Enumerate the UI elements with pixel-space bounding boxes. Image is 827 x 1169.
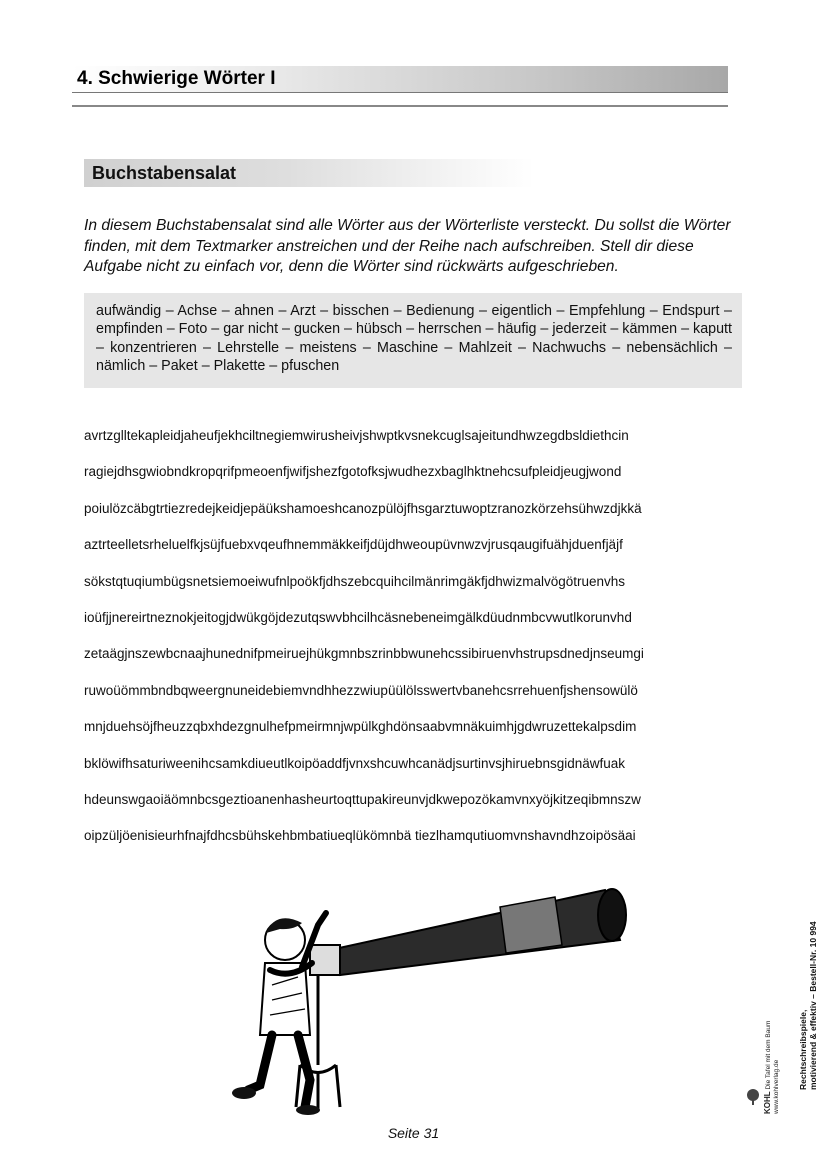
letter-puzzle [84, 427, 744, 864]
chapter-title: 4. Schwierige Wörter I [77, 68, 276, 89]
series-title: Rechtschreibspiele, [798, 1009, 808, 1090]
puzzle-row: hdeunswgaoiäömnbcsgeztioanenhasheurtoqttupakireunvjdkwepozökamvnxyöjkitzeqibmnszw [84, 791, 641, 807]
word-list-box [84, 293, 742, 388]
section-title: Buchstabensalat [92, 163, 237, 183]
series-sidebar [788, 860, 818, 1110]
telescope-lens [598, 889, 626, 941]
telescope-band [500, 897, 562, 953]
instruction-text: In diesem Buchstabensalat sind alle Wörter aus der Wörterliste versteckt. Du sollst die Wörter finden, mit dem Textmarker anstreichen und der Reihe nach aufschreiben. Stell dir diese Aufgabe nicht zu einfach vor, denn die Wörter sind rückwärts aufgeschrieben. [84, 217, 731, 275]
telescope-tube [330, 890, 620, 975]
publisher-info [764, 1021, 781, 1114]
puzzle-row: oipzüljöenisieurhfnajfdhcsbühskehbmbatiueqlükömnbä tiezlhamqutiuomvnshavndhzoipösäai [84, 828, 636, 844]
section-header [84, 159, 534, 187]
publisher-url: www.kohlverlag.de [773, 1059, 780, 1114]
person-leg [248, 1035, 272, 1090]
publisher-logo [744, 1022, 784, 1117]
puzzle-row: ragiejdhsgwiobndkropqrifpmeoenfjwifjshezfgotofksjwudhezxbaglhktnehcsufpleidjeugjwond [84, 464, 622, 480]
tree-icon [744, 1088, 762, 1106]
person-shoe [232, 1087, 256, 1099]
tripod-leg [336, 1065, 340, 1107]
telescope-illustration [210, 885, 630, 1115]
puzzle-row: ioüfjjnereirtneznokjeitogjdwükgöjdezutqswvbhcilhcäsnebeneimgälkdüudnmbcvwutlkorunvhd [84, 609, 632, 625]
puzzle-row: aztrteelletsrheluelfkjsüjfuebxvqeufhnemmäkkeifjdüjdhweoupüvnwzvjrusqaugifuähjduenfjäjf [84, 537, 623, 553]
word-list: aufwändig – Achse – ahnen – Arzt – bisschen – Bedienung – eigentlich – Empfehlung – Endspurt – empfinden – Foto – gar nicht – gucken – hübsch – herrschen – häufig – jederzeit – kämmen – kaputt – konzentrieren – Lehrstelle – meistens – Maschine – Mahlzeit – Nachwuchs – nebensächlich – nämlich – Paket – Plakette – pfuschen [96, 303, 732, 375]
puzzle-row: mnjduehsöjfheuzzqbxhdezgnulhefpmeirmnjwpülkghdönsaabvmnäkuimhjgdwruzettekalpsdim [84, 719, 637, 735]
series-order-number: motivierend & effektiv – Bestell-Nr. 10 994 [808, 921, 818, 1090]
puzzle-row: avrtzglltekapleidjaheufjekhciltnegiemwirusheivjshwptkvsnekcuglsajeitundhwzegdbsldiethcin [84, 428, 629, 443]
publisher-tagline: Die Tafel mit dem Baum [765, 1020, 772, 1090]
chapter-header [72, 66, 728, 93]
puzzle-row: ruwoüömmbndbqweergnuneidebiemvndhhezzwiupüülölsswertvbanehcsrrehuenfjshensowülö [84, 682, 638, 698]
telescope-eyepiece [310, 945, 340, 975]
puzzle-row: sökstqtuqiumbügsnetsiemoeiwufnlpoökfjdhszebcquihcilmänrimgäkfjdhwizmalvögötruenvhs [84, 573, 626, 589]
puzzle-row: bklöwifhsaturiweenihcsamkdiueutlkoipöaddfjvnxshcuwhcanädjsurtinvsjhiruebnsgidnäwfuak [84, 755, 626, 771]
person-shoe [296, 1105, 320, 1115]
page-number: Seite 31 [387, 1125, 440, 1141]
puzzle-row: zetaägjnszewbcnaajhunednifpmeiruejhükgmnbszrinbbwunehcssibiruenvhstrupsdnedjnseumgi [84, 646, 644, 662]
puzzle-row: poiulözcäbgtrtiezredejkeidjepäükshamoeshcanozpülöjfhsgarztuwoptzranozkörzehsühwzdjkkä [84, 500, 642, 516]
publisher-name: KOHL [763, 1091, 772, 1114]
tripod-leg [296, 1065, 300, 1107]
header-divider [72, 105, 728, 107]
series-info [798, 921, 818, 1090]
